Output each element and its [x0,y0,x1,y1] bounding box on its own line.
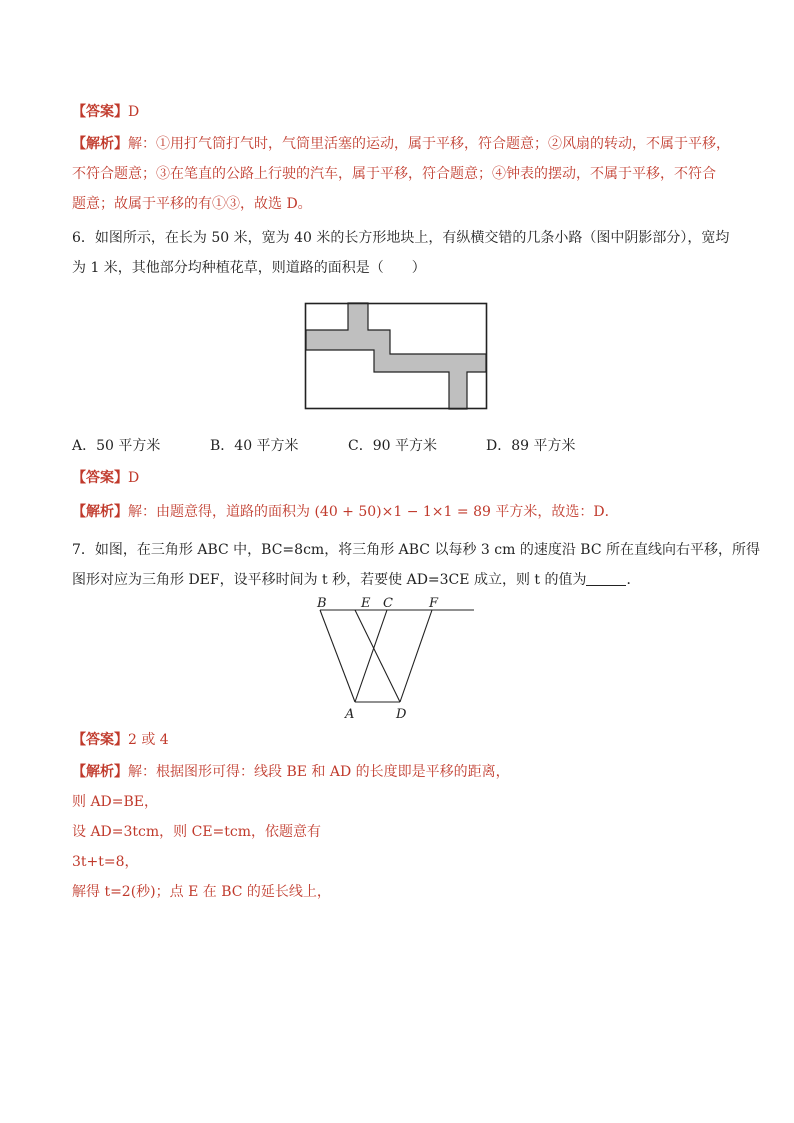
road-shaded-region [306,303,486,409]
q7-analysis-line-1: 【解析】解：根据图形可得：线段 BE 和 AD 的长度即是平移的距离， [72,764,510,780]
label-C: C [383,596,393,611]
label-D: D [396,707,407,722]
label-F: F [429,596,439,611]
q5-answer [72,102,732,122]
q7-answer: 【答案】2 或 4 [72,732,169,748]
q7-stem-line-1: 7．如图，在三角形 ABC 中，BC=8cm，将三角形 ABC 以每秒 3 cm 的速度沿 BC 所在直线向右平移，所得 [72,542,760,558]
q6-analysis: 【解析】解：由题意得，道路的面积为 (40 + 50)×1 − 1×1 = 89 平方米，故选：D． [72,504,619,520]
q6-option-b: B．40 平方米 [210,438,299,454]
analysis-label: 【解析】 [72,136,128,152]
q7-analysis-line-2: 则 AD=BE， [72,794,159,810]
q6-stem-line-1: 6．如图所示，在长为 50 米，宽为 40 米的长方形地块上，有纵横交错的几条小路（图中阴影部分），宽均 [72,230,730,246]
answer-value: D [128,104,140,120]
label-B: B [317,596,327,611]
q5-analysis-line-3: 题意；故属于平移的有①③，故选 D。 [72,196,312,212]
q6-stem-line-2: 为 1 米，其他部分均种植花草，则道路的面积是（ ） [72,260,426,276]
q7-analysis-line-5: 解得 t=2(秒)；点 E 在 BC 的延长线上， [72,884,331,900]
q7-triangle-figure [310,594,480,722]
q6-option-a: A．50 平方米 [72,438,161,454]
label-A: A [345,707,355,722]
q6-option-c: C．90 平方米 [348,438,437,454]
label-E: E [361,596,371,611]
q7-analysis-line-4: 3t+t=8， [72,854,139,870]
q6-answer: 【答案】D [72,470,140,486]
q7-analysis-line-3: 设 AD=3tcm，则 CE=tcm，依题意有 [72,824,322,840]
q6-road-figure [304,302,488,410]
q5-analysis-line-1: 【解析】解：①用打气筒打气时，气筒里活塞的运动，属于平移，符合题意；②风扇的转动，不属于平移， [72,136,730,152]
answer-blank [586,571,626,586]
q6-option-d: D．89 平方米 [486,438,576,454]
q5-analysis-line-2: 不符合题意；③在笔直的公路上行驶的汽车，属于平移，符合题意；④钟表的摆动，不属于平移，不符合 [72,166,716,182]
q7-stem-line-2: 图形对应为三角形 DEF，设平移时间为 t 秒，若要使 AD=3CE 成立，则 t 的值为 ． [72,572,641,588]
answer-label: 【答案】 [72,104,128,120]
